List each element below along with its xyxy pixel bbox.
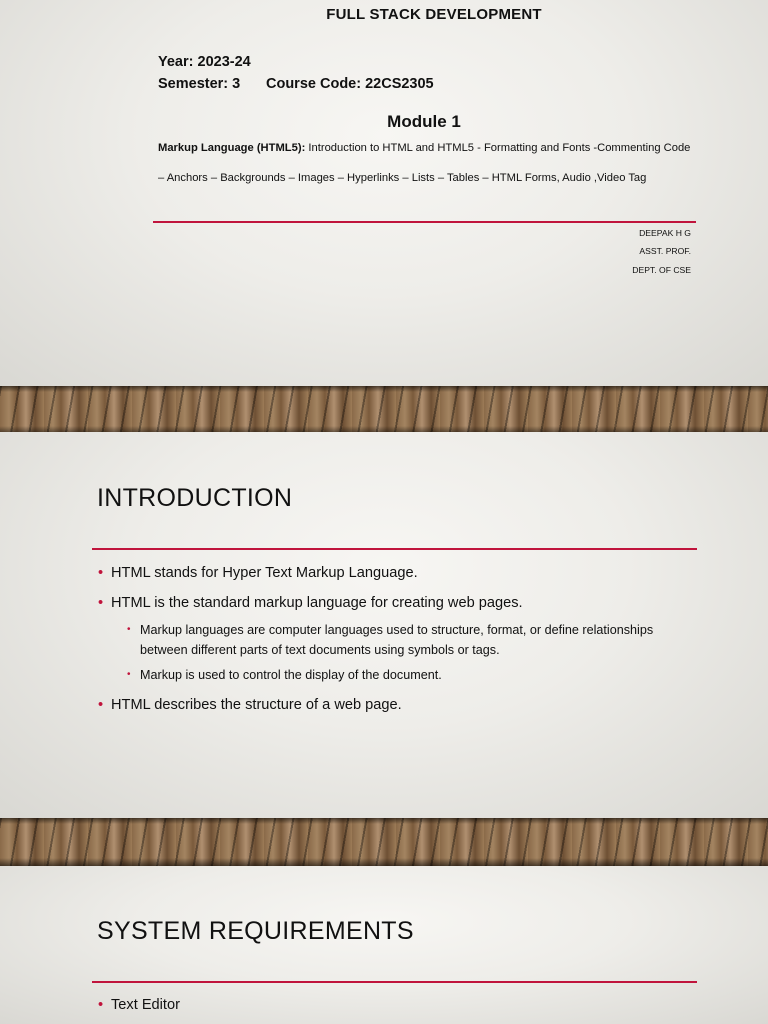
divider-line [92,548,697,550]
bullet-item: • HTML describes the structure of a web page. [98,697,402,713]
course-title: FULL STACK DEVELOPMENT [326,6,542,23]
course-code: Course Code: 22CS2305 [266,76,434,92]
bullet-dot-icon: • [127,669,131,680]
module-title: Module 1 [387,112,461,131]
bullet-dot-icon: • [98,697,104,713]
divider-line [153,221,696,223]
system-requirements-slide [0,866,768,1024]
slide-heading: SYSTEM REQUIREMENTS [97,917,414,945]
wood-floor-separator [0,818,768,866]
sub-bullet-item: • Markup is used to control the display of the document. [127,665,687,685]
author-designation: ASST. PROF. [639,246,691,256]
bullet-dot-icon: • [98,565,104,581]
sub-bullet-item: • Markup languages are computer languages used to structure, format, or define relationships between different parts of text documents using symbols or tags. [127,620,687,660]
bullet-dot-icon: • [127,624,131,635]
semester: Semester: 3 [158,76,241,92]
author-name: DEEPAK H G [639,228,691,238]
divider-line [92,981,697,983]
bullet-item: • HTML is the standard markup language for creating web pages. [98,595,523,611]
title-slide [0,0,768,386]
bullet-item: • HTML stands for Hyper Text Markup Language. [98,565,418,581]
bullet-dot-icon: • [98,595,104,611]
author-department: DEPT. OF CSE [632,265,691,275]
wood-floor-separator [0,386,768,434]
module-description [158,133,698,193]
topic-label: Markup Language (HTML5): [158,142,306,154]
topic-text: Introduction to HTML and HTML5 - Formatting and Fonts -Commenting Code – Anchors – Backgrounds – Images – Hyperlinks – Lists – Tables – HTML Forms, Audio ,Video Tag [158,142,691,184]
academic-year: Year: 2023-24 [158,54,251,70]
introduction-slide [0,432,768,818]
slide-heading: INTRODUCTION [97,484,293,512]
bullet-item: • Text Editor [98,997,180,1013]
bullet-dot-icon: • [98,997,104,1013]
